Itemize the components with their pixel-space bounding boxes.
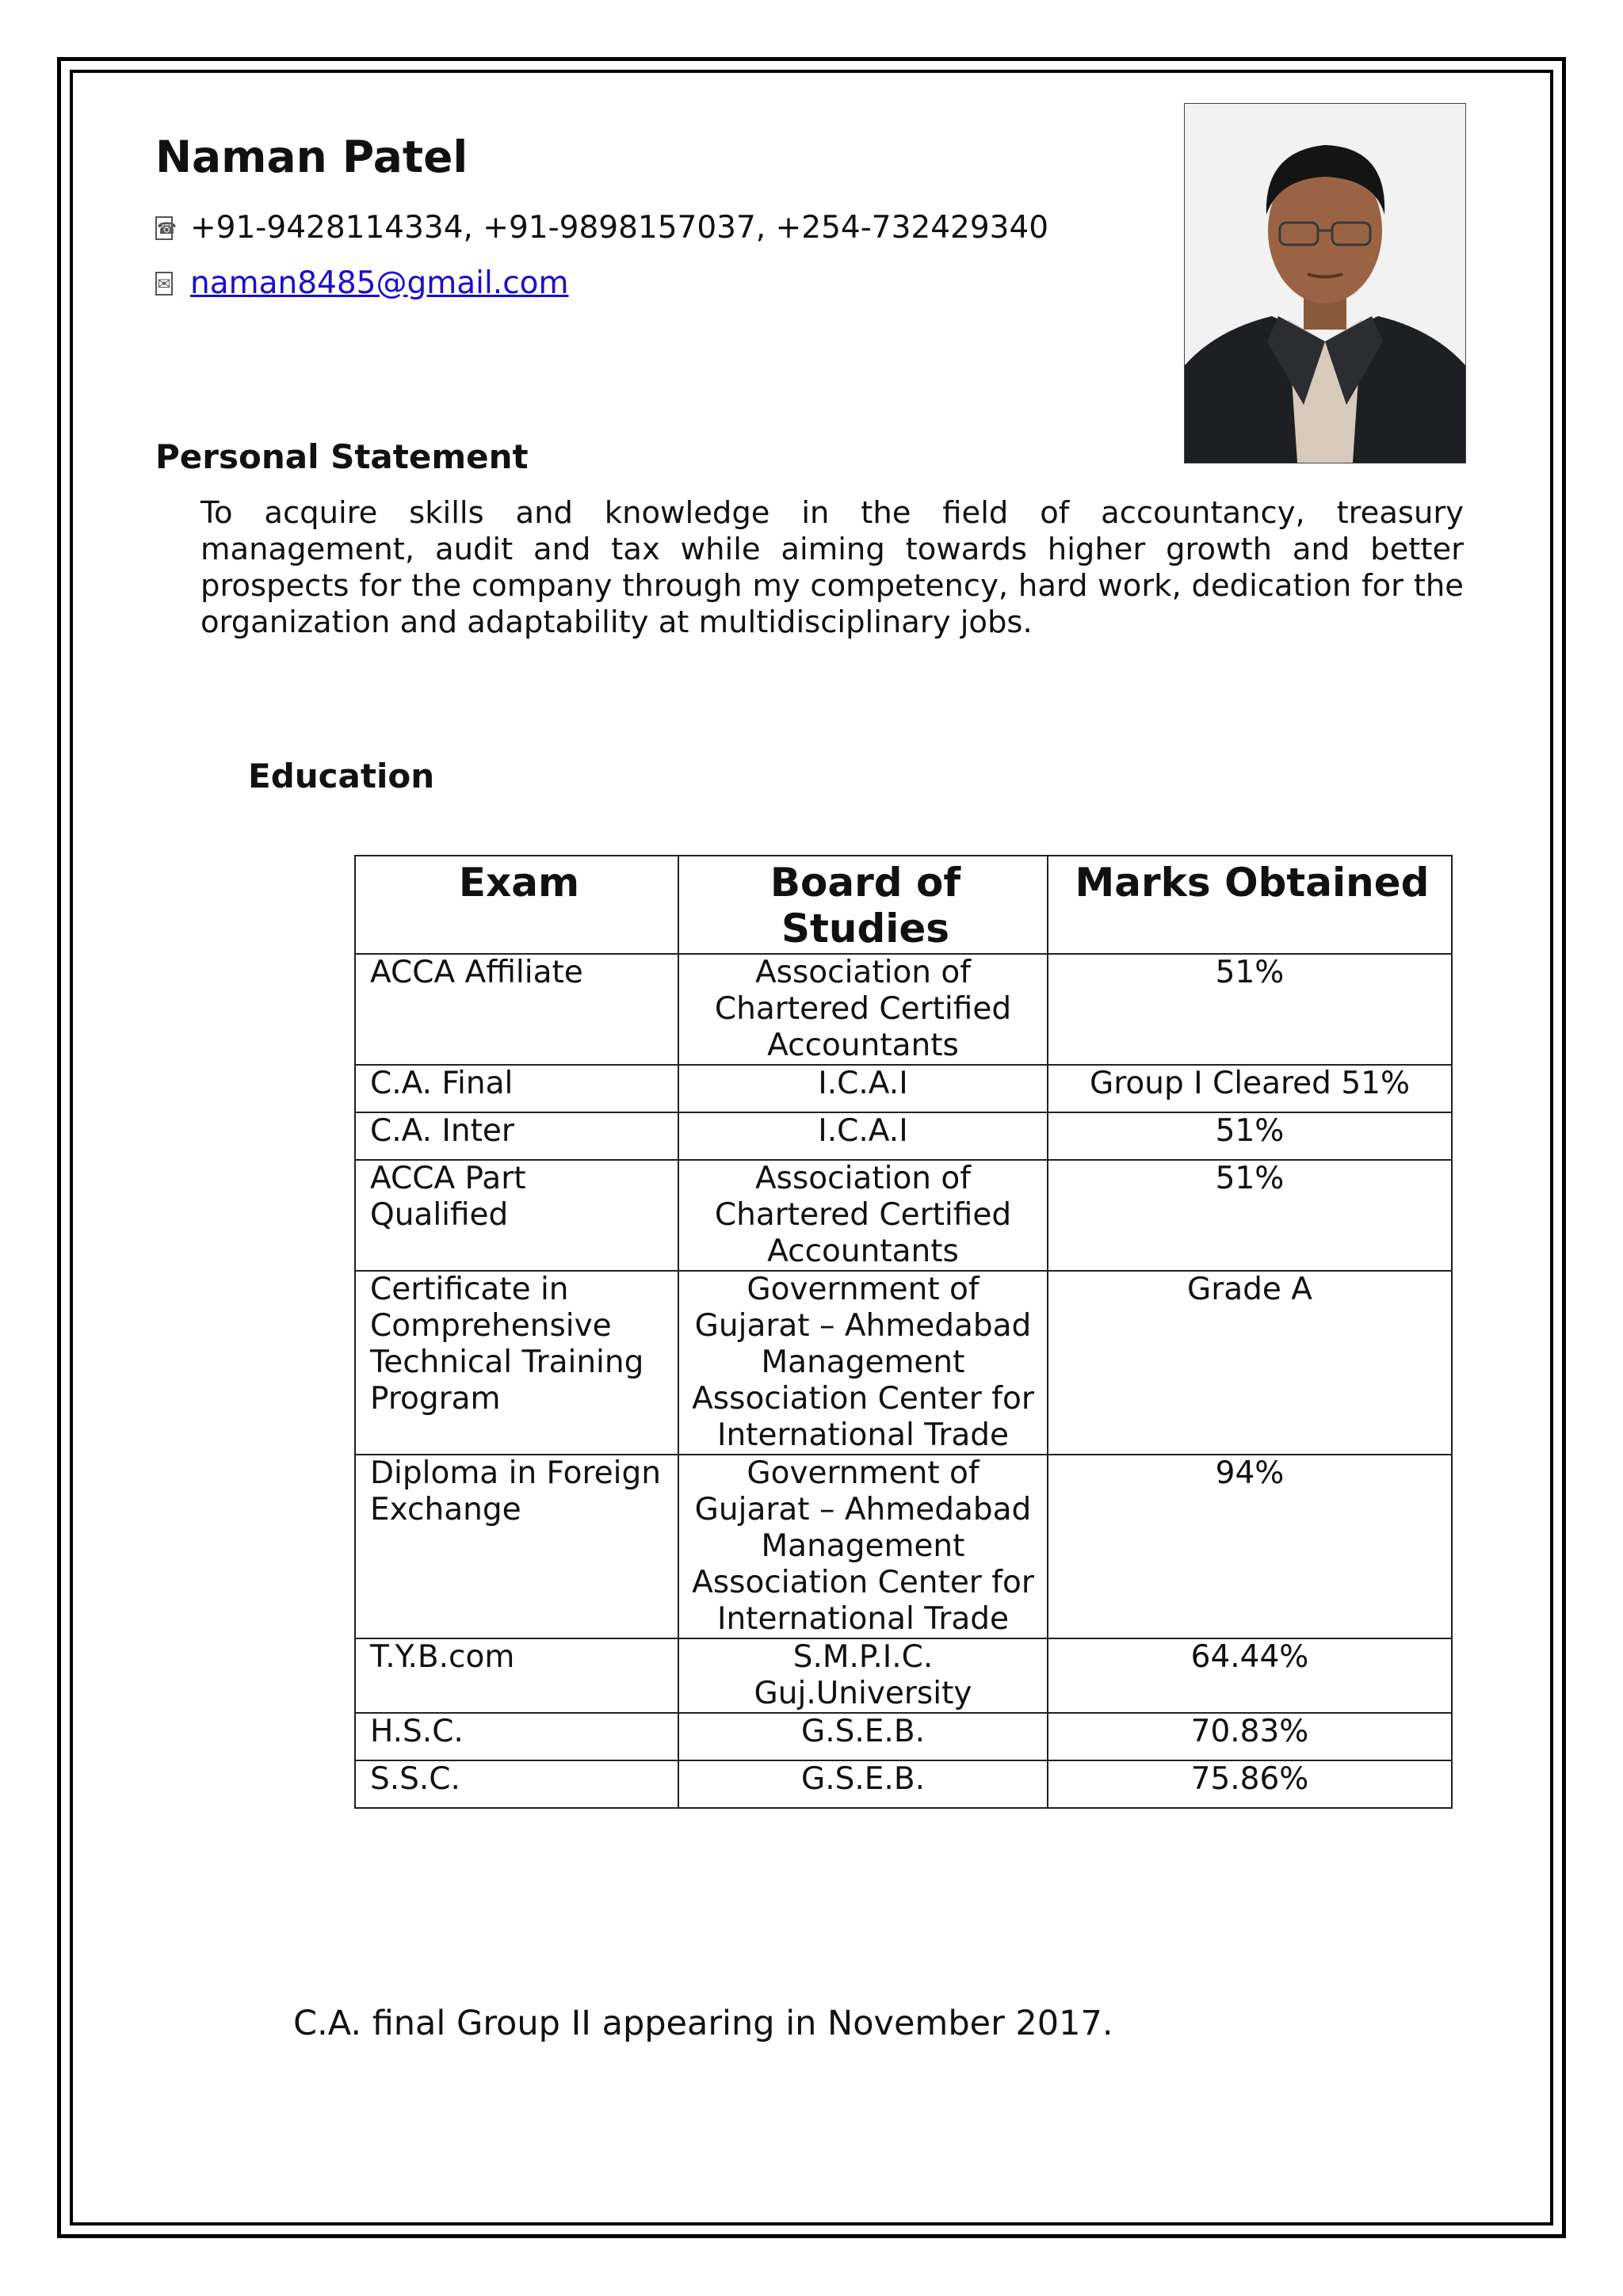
table-row xyxy=(355,1455,1452,1638)
table-header-row xyxy=(355,856,1452,954)
personal-statement-heading: Personal Statement xyxy=(155,437,529,476)
exam-cell: Certificate in Comprehensive Technical Training Program xyxy=(355,1271,678,1455)
exam-cell: C.A. Final xyxy=(355,1065,678,1112)
table-row xyxy=(355,1713,1452,1760)
table-row xyxy=(355,1638,1452,1713)
column-header-marks: Marks Obtained xyxy=(1048,856,1452,954)
board-cell: Association of Chartered Certified Accountants xyxy=(678,954,1048,1065)
board-cell: I.C.A.I xyxy=(678,1065,1048,1112)
table-row xyxy=(355,1065,1452,1112)
email-link[interactable]: naman8485@gmail.com xyxy=(190,265,569,301)
table-row xyxy=(355,1271,1452,1455)
education-table xyxy=(354,855,1453,1809)
marks-cell: 51% xyxy=(1048,1112,1452,1160)
table-row xyxy=(355,1760,1452,1808)
marks-cell: 51% xyxy=(1048,954,1452,1065)
board-cell: G.S.E.B. xyxy=(678,1713,1048,1760)
exam-cell: S.S.C. xyxy=(355,1760,678,1808)
exam-cell: T.Y.B.com xyxy=(355,1638,678,1713)
phone-icon: ☎ xyxy=(155,216,173,240)
table-row xyxy=(355,954,1452,1065)
marks-cell: 64.44% xyxy=(1048,1638,1452,1713)
email-icon: ✉ xyxy=(155,272,173,296)
footer-note: C.A. final Group II appearing in November 2017. xyxy=(293,2004,1113,2043)
personal-statement-text: To acquire skills and knowledge in the field of accountancy, treasury management, audit and tax while aiming towards higher growth and better prospects for the company through my competency, hard work, dedication for the organization and adaptability at multidisciplinary jobs. xyxy=(200,495,1464,640)
marks-cell: 75.86% xyxy=(1048,1760,1452,1808)
board-cell: Government of Gujarat – Ahmedabad Management Association Center for International Trade xyxy=(678,1455,1048,1638)
phone-numbers: +91-9428114334, +91-9898157037, +254-732429340 xyxy=(190,210,1049,246)
candidate-name: Naman Patel xyxy=(155,132,468,182)
profile-photo xyxy=(1184,103,1466,463)
exam-cell: C.A. Inter xyxy=(355,1112,678,1160)
exam-cell: ACCA Part Qualified xyxy=(355,1160,678,1271)
marks-cell: Group I Cleared 51% xyxy=(1048,1065,1452,1112)
board-cell: I.C.A.I xyxy=(678,1112,1048,1160)
email-row xyxy=(155,265,568,301)
board-cell: S.M.P.I.C. Guj.University xyxy=(678,1638,1048,1713)
exam-cell: ACCA Affiliate xyxy=(355,954,678,1065)
marks-cell: 94% xyxy=(1048,1455,1452,1638)
phone-row xyxy=(155,210,1048,246)
column-header-board: Board of Studies xyxy=(678,856,1048,954)
exam-cell: H.S.C. xyxy=(355,1713,678,1760)
table-row xyxy=(355,1160,1452,1271)
board-cell: Government of Gujarat – Ahmedabad Management Association Center for International Trade xyxy=(678,1271,1048,1455)
table-row xyxy=(355,1112,1452,1160)
marks-cell: 51% xyxy=(1048,1160,1452,1271)
marks-cell: Grade A xyxy=(1048,1271,1452,1455)
marks-cell: 70.83% xyxy=(1048,1713,1452,1760)
board-cell: Association of Chartered Certified Accountants xyxy=(678,1160,1048,1271)
board-cell: G.S.E.B. xyxy=(678,1760,1048,1808)
education-heading: Education xyxy=(248,757,435,795)
exam-cell: Diploma in Foreign Exchange xyxy=(355,1455,678,1638)
column-header-exam: Exam xyxy=(355,856,678,954)
